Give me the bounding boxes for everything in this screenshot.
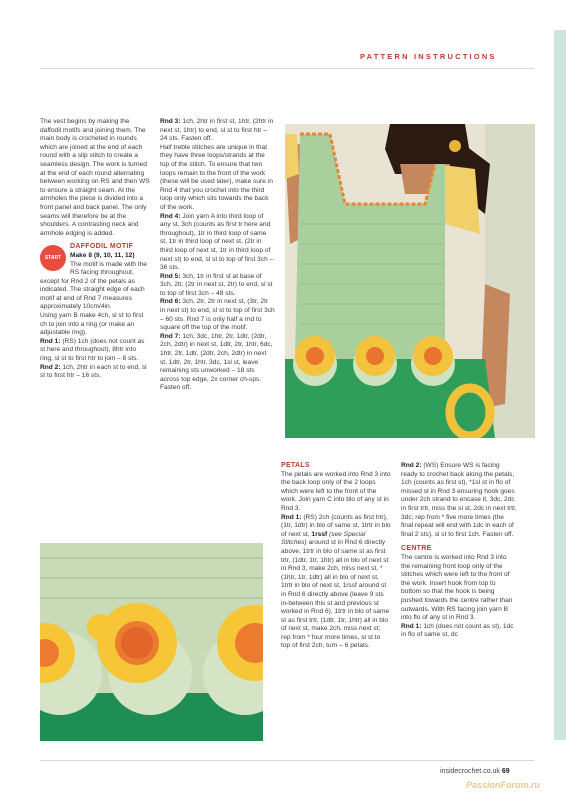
petals-rnd1-paragraph: [281, 514, 391, 652]
daffodil-closeup-photo: [40, 543, 263, 741]
start-badge: START: [40, 245, 66, 271]
column-3: [281, 462, 391, 651]
petals-rnd1-text-b: around st in Rnd 6 directly above, 1trtr in blo of same st as first trtr, (1dtr, 1tr, 1htr) all in blo of next st in Rnd 3, make 2ch, miss next st, *(1htr, 1tr, 1dtr) all in blo of next st, 1trtr in blo of next st, 1rssf around st in Rnd 6 directly above (leave 9 sts in-between this st and previous st worked in Rnd 6), 1trtr in blo of same st as first trtr, (1dtr, 1tr, 1htr) all in blo of next st, make 2ch, miss next st; rep from * four more times, sl st to top of first 2ch, turn – 6 petals.: [281, 539, 390, 650]
header-divider: [40, 68, 534, 69]
rnd5-label: Rnd 5:: [160, 272, 181, 280]
centre-title: CENTRE: [401, 545, 432, 553]
footer: [440, 768, 510, 775]
rnd1-label: Rnd 1:: [40, 337, 61, 345]
petals-intro: The petals are worked into Rnd 3 into the back loop only of the 2 loops which were left to the front of the work. Join yarn C into blo of any st in Rnd 3.: [281, 470, 391, 512]
rnd5-text: 3ch, 1tr in first st at base of 3ch, 2tr, (2tr in next st, 2tr) to end, sl st to top of first 3ch – 48 sts.: [160, 272, 273, 297]
footer-divider: [40, 760, 534, 761]
column-1: [40, 118, 150, 381]
motif-size: Make 8 (9, 10, 11, 12): [70, 251, 135, 259]
rnd4-paragraph: [160, 213, 275, 273]
petals-rnd1-label: Rnd 1:: [281, 513, 302, 521]
motif-section: [40, 243, 150, 381]
footer-site: insidecrochet.co.uk: [440, 768, 500, 775]
special-stitches-ref: (see Special Stitches): [281, 530, 366, 547]
centre-rnd1-text: 1ch (does not count as st), 1dc in flo of same st, dc: [401, 622, 514, 639]
rnd3-label: Rnd 3:: [160, 118, 181, 125]
motif-title: DAFFODIL MOTIF: [70, 243, 134, 251]
rnd1-text: (RS) 1ch (does not count as st here and throughout), 8htr into ring, sl st to first htr to join – 8 sts.: [40, 337, 145, 363]
rnd6-text: 3ch, 2tr, 2tr in next st, (3tr, 2tr in next st) to end, sl st to top of first 3ch – 60 sts. Rnd 7 is only half a rnd to square off the top of the motif.: [160, 298, 275, 332]
rnd4-text: Join yarn A into third loop of any st, 3ch (counts as first tr here and throughout), 1tr in third loop of same st, 1tr in third loop of next st, (2tr in third loop of next st, 1tr in third loop of next st) to end, sl st to top of first 3ch – 36 sts.: [160, 212, 274, 272]
rnd2-label: Rnd 2:: [40, 363, 61, 371]
half-treble-note: Half treble stitches are unique in that they have three loops/strands at the top of the stitch. To ensure that two loops remain to the front of the work (these will be used later), make sure in Rnd 4 that you crochet into the third loop only which sits towards the back of the work.: [160, 143, 273, 211]
rnd5-paragraph: [160, 273, 275, 299]
rnd6-paragraph: [160, 298, 275, 332]
petals-rnd1-text-a: (RS) 2ch (counts as first htr), (1tr, 1dtr) in blo of same st, 1trtr in blo of next st,: [281, 513, 391, 538]
side-color-strip: [554, 30, 566, 740]
petals-rnd2-paragraph: [401, 462, 517, 539]
rnd2-text: 1ch, 2htr in each st to end, sl st to first htr – 16 sts.: [40, 363, 147, 380]
centre-rnd1-label: Rnd 1:: [401, 622, 422, 630]
intro-paragraph: The vest begins by making the daffodil motifs and joining them. The main body is crocheted in rounds which are joined at the end of each round with a slip stitch to create a seamless design. The work is turned at the end of each round alternating between working on RS and then WS to ensure a straight seam. At the armholes the piece is divided into a front panel and back panel. The only seams will therefore be at the shoulders. A contrasting neck and armhole edging is added.: [40, 118, 150, 237]
rnd3-text: 1ch, 2htr in first st, 1htr, (2htr in next st, 1htr) to end, sl st to first htr – 24 sts. Fasten off.: [160, 118, 274, 143]
rnd7-paragraph: [160, 333, 275, 393]
page-header: PATTERN INSTRUCTIONS: [360, 52, 497, 61]
rssf-term: 1rssf: [311, 530, 328, 538]
rnd7-label: Rnd 7:: [160, 332, 181, 340]
petals-title: PETALS: [281, 462, 310, 469]
rnd6-label: Rnd 6:: [160, 298, 181, 306]
rnd4-label: Rnd 4:: [160, 212, 181, 220]
rnd2-paragraph: [40, 364, 150, 381]
vest-model-illustration: [285, 124, 535, 438]
motif-text: The motif is made with the RS facing throughout, except for Rnd 2 of the petals as indicated. The straight edge of each motif at end of Rnd 7 measures approximately 10cm/4in.: [40, 260, 147, 311]
rnd7-text: 1ch, 3dc, 1htr, 2tr, 1dtr, (2dtr, 2ch, 2dtr) in next st, 1dtr, 2tr, 1htr, 6dc, 1htr, 2tr, 1dtr, (2dtr, 2ch, 2dtr) in next st, 1dtr, 2tr, 1htr, 3dc, 1sl st, leave remaining sts unworked – 18 sts across top edge, 2x corner ch-sps. Fasten off.: [160, 332, 273, 392]
column-4: [401, 462, 517, 640]
yarn-text: Using yarn B make 4ch, sl st to first ch to join into a ring (or make an adjustable ring).: [40, 312, 144, 337]
rnd3-paragraph: [160, 118, 275, 144]
daffodil-closeup-illustration: [40, 543, 263, 741]
petals-rnd2-text: (WS) Ensure WS is facing ready to crochet back along the petals, 1ch (counts as first st), *1sl st in flo of missed st in Rnd 3 ensuring hook goes under 2ch strand to encase it, 3dc, 2dc in first trtr, miss the sl st, 2dc in next trtr, 3dc; rep from * five more times (the final repeat will end with 1dc in each of final 2 sts), sl st to first 1ch. Fasten off.: [401, 462, 517, 538]
vest-model-photo: [285, 124, 535, 438]
rnd1-paragraph: [40, 338, 150, 364]
page-number: 69: [501, 768, 510, 775]
watermark: PassionForum.ru: [466, 780, 541, 790]
centre-rnd1-paragraph: [401, 623, 517, 640]
petals-rnd2-label: Rnd 2:: [401, 462, 422, 469]
column-2: [160, 118, 275, 393]
centre-text: The centre is worked into Rnd 3 into the remaining front loop only of the stitches which were left to the front of the work. Insert hook from top to bottom so that the hook is being pushed towards the centre rather than outwards. With RS facing join yarn B into flo of any st in Rnd 3.: [401, 553, 513, 622]
